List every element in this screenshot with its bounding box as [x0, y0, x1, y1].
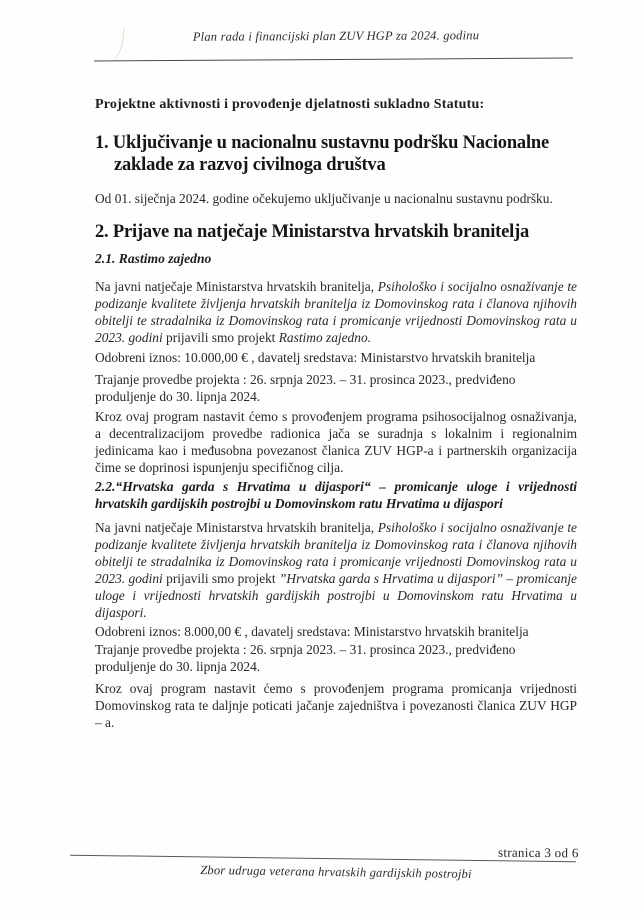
header-rule [94, 58, 573, 62]
section-2-2-duration-line: Trajanje provedbe projekta : 26. srpnja 2023. – 31. prosinca 2023., predviđeno produljenje do 30. lipnja 2024. [95, 642, 516, 674]
section-2-1-amount-line: Odobreni iznos: 10.000,00 € , davatelj sredstava: Ministarstvo hrvatskih branitelja [95, 350, 536, 365]
text-segment: prijavili smo projekt [166, 571, 279, 586]
running-header-title: Plan rada i financijski plan ZUV HGP za 2024. godinu [192, 28, 480, 44]
text-segment: Na javni natječaje Ministarstva hrvatskih branitelja, [95, 520, 378, 535]
section-2-2-description: Kroz ovaj program nastavit ćemo s provođenjem programa promicanja vrijednosti Domovinskog rata te daljnje poticati jačanje zajedništva i povezanosti članica ZUV HGP – a. [95, 681, 577, 730]
section-2-1-description: Kroz ovaj program nastavit ćemo s provođenjem programa psihosocijalnog osnaživanja, a decentralizacijom provedbe radionica jača se suradnja s lokalnim i regionalnim jedinicama kao i međusobna povezanost članica ZUV HGP-a i partnerskih organizacija čime se doprinosi ispunjenju specifičnog cilja. [95, 409, 577, 475]
page-number-indicator: stranica 3 od 6 [498, 844, 580, 861]
section-2-1-duration-line: Trajanje provedbe projekta : 26. srpnja 2023. – 31. prosinca 2023., predviđeno produljenje do 30. lipnja 2024. [95, 372, 516, 404]
section-1-paragraph: Od 01. siječnja 2024. godine očekujemo uključivanje u nacionalnu sustavnu podršku. [95, 191, 553, 206]
footer-organization-name: Zbor udruga veterana hrvatskih gardijskih postrojbi [200, 862, 472, 882]
section-2-2-heading: 2.2.“Hrvatska garda s Hrvatima u dijaspori“ – promicanje uloge i vrijednosti hrvatskih gardijskih postrojbi u Domovinskom ratu Hrvatima u dijaspori [95, 479, 577, 511]
text-segment: Na javni natječaje Ministarstva hrvatskih branitelja, [95, 279, 378, 294]
document-body [95, 96, 577, 731]
text-segment: prijavili smo projekt [166, 330, 279, 345]
section-2-1-heading: 2.1. Rastimo zajedno [95, 251, 212, 266]
section-2-1-application-paragraph [95, 278, 577, 346]
section-1-heading: 1. Uključivanje u nacionalnu sustavnu podršku Nacionalne zaklade za razvoj civilnoga društva [95, 133, 549, 175]
section-2-2-application-paragraph [95, 519, 577, 621]
scan-artifact [104, 26, 124, 62]
project-name: Rastimo zajedno. [278, 330, 371, 345]
project-call-title: Psihološko i socijalno osnaživanje te podizanje kvalitete življenja hrvatskih branitelja iz Domovinskog rata i članova njihovih obitelji te stradalnika iz Domovinskog rata i promicanje vrijednosti Domovinskog rata u 2023. godini [95, 520, 577, 586]
intro-heading: Projektne aktivnosti i provođenje djelatnosti sukladno Statutu: [95, 97, 485, 112]
section-2-heading: 2. Prijave na natječaje Ministarstva hrvatskih branitelja [95, 222, 530, 242]
project-name: ”Hrvatska garda s Hrvatima u dijaspori” – promicanje uloge i vrijednosti hrvatskih gardijskih postrojbi u Domovinskom ratu Hrvatima u dijaspori. [95, 571, 577, 620]
section-2-2-amount-line: Odobreni iznos: 8.000,00 € , davatelj sredstava: Ministarstvo hrvatskih branitelja [95, 624, 529, 639]
project-call-title: Psihološko i socijalno osnaživanje te podizanje kvalitete življenja hrvatskih branitelja iz Domovinskog rata i članova njihovih obitelji te stradalnika iz Domovinskog rata i promicanje vrijednosti Domovinskog rata u 2023. godini [95, 279, 577, 345]
